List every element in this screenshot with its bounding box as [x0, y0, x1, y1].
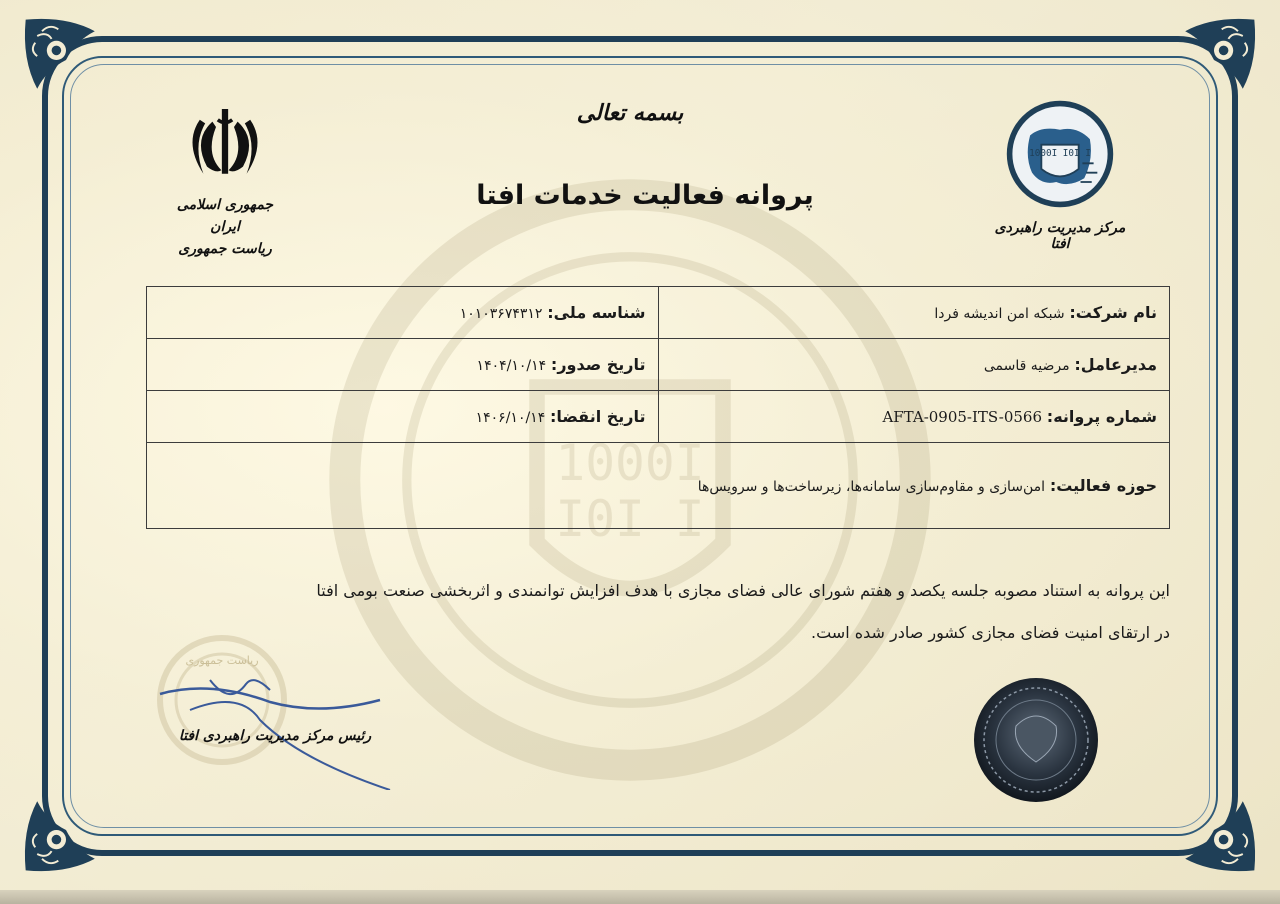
expiry-date-cell — [147, 391, 659, 443]
license-info-table — [146, 286, 1170, 529]
issue-date-value: ۱۴۰۴/۱۰/۱۴ — [476, 358, 547, 374]
corner-ornament-icon — [18, 782, 114, 878]
expiry-date-value: ۱۴۰۶/۱۰/۱۴ — [475, 410, 546, 426]
afta-logo-icon — [1004, 98, 1116, 210]
national-id-cell — [147, 287, 659, 339]
svg-text:1000I: 1000I — [555, 434, 705, 492]
stamp-text: ریاست جمهوری — [185, 654, 259, 667]
ceo-cell — [658, 339, 1169, 391]
signature-stamp-area — [150, 620, 410, 790]
company-cell — [658, 287, 1169, 339]
emblem-line-2: ریاست جمهوری — [178, 241, 272, 257]
ceo-label: مدیرعامل: — [1074, 355, 1157, 374]
statement-line-2: در ارتقای امنیت فضای مجازی کشور صادر شده است. — [810, 623, 1170, 642]
table-row — [147, 443, 1170, 529]
corner-ornament-icon — [18, 12, 114, 108]
license-number-value: AFTA-0905-ITS-0566 — [882, 408, 1043, 426]
hologram-seal — [972, 676, 1100, 804]
issue-date-label: تاریخ صدور: — [550, 355, 646, 374]
table-row — [147, 391, 1170, 443]
page-title: پروانه فعالیت خدمات افتا — [476, 180, 814, 211]
national-id-label: شناسه ملی: — [547, 303, 646, 322]
statement-line-1: این پروانه به استناد مصوبه جلسه یکصد و هفتم شورای عالی فضای مجازی با هدف افزایش توانمندی و اثربخشی صنعت بومی افتا — [316, 581, 1170, 600]
national-id-value: ۱۰۱۰۳۶۷۴۳۱۲ — [459, 306, 543, 322]
corner-ornament-icon — [1166, 12, 1262, 108]
issue-date-cell — [147, 339, 659, 391]
license-number-cell — [658, 391, 1169, 443]
iran-emblem-icon — [180, 100, 270, 190]
company-value: شبکه امن اندیشه فردا — [934, 306, 1065, 322]
afta-logo-block — [985, 98, 1135, 252]
activity-label: حوزه فعالیت: — [1049, 476, 1157, 495]
table-row — [147, 339, 1170, 391]
emblem-line-1: جمهوری اسلامی ایران — [176, 197, 274, 235]
iran-emblem-block — [170, 100, 280, 260]
signatory-caption: رئیس مرکز مدیریت راهبردی افتا — [178, 728, 372, 744]
besm-heading: بسمه تعالی — [576, 100, 684, 126]
logo-binary-text: 1000I I0I I — [1029, 147, 1091, 159]
corner-ornament-icon — [1166, 782, 1262, 878]
activity-cell — [147, 443, 1170, 529]
svg-text:I0I I: I0I I — [555, 489, 705, 548]
ceo-value: مرضیه قاسمی — [983, 358, 1070, 374]
license-number-label: شماره پروانه: — [1046, 407, 1157, 426]
activity-value: امن‌سازی و مقاوم‌سازی سامانه‌ها، زیرساخت‌ها و سرویس‌ها — [697, 479, 1046, 495]
logo-caption: مرکز مدیریت راهبردی افتا — [994, 220, 1126, 252]
company-label: نام شرکت: — [1069, 303, 1157, 322]
signature-stroke — [160, 689, 380, 709]
table-row — [147, 287, 1170, 339]
scan-edge — [0, 890, 1280, 904]
expiry-date-label: تاریخ انقضا: — [550, 407, 646, 426]
